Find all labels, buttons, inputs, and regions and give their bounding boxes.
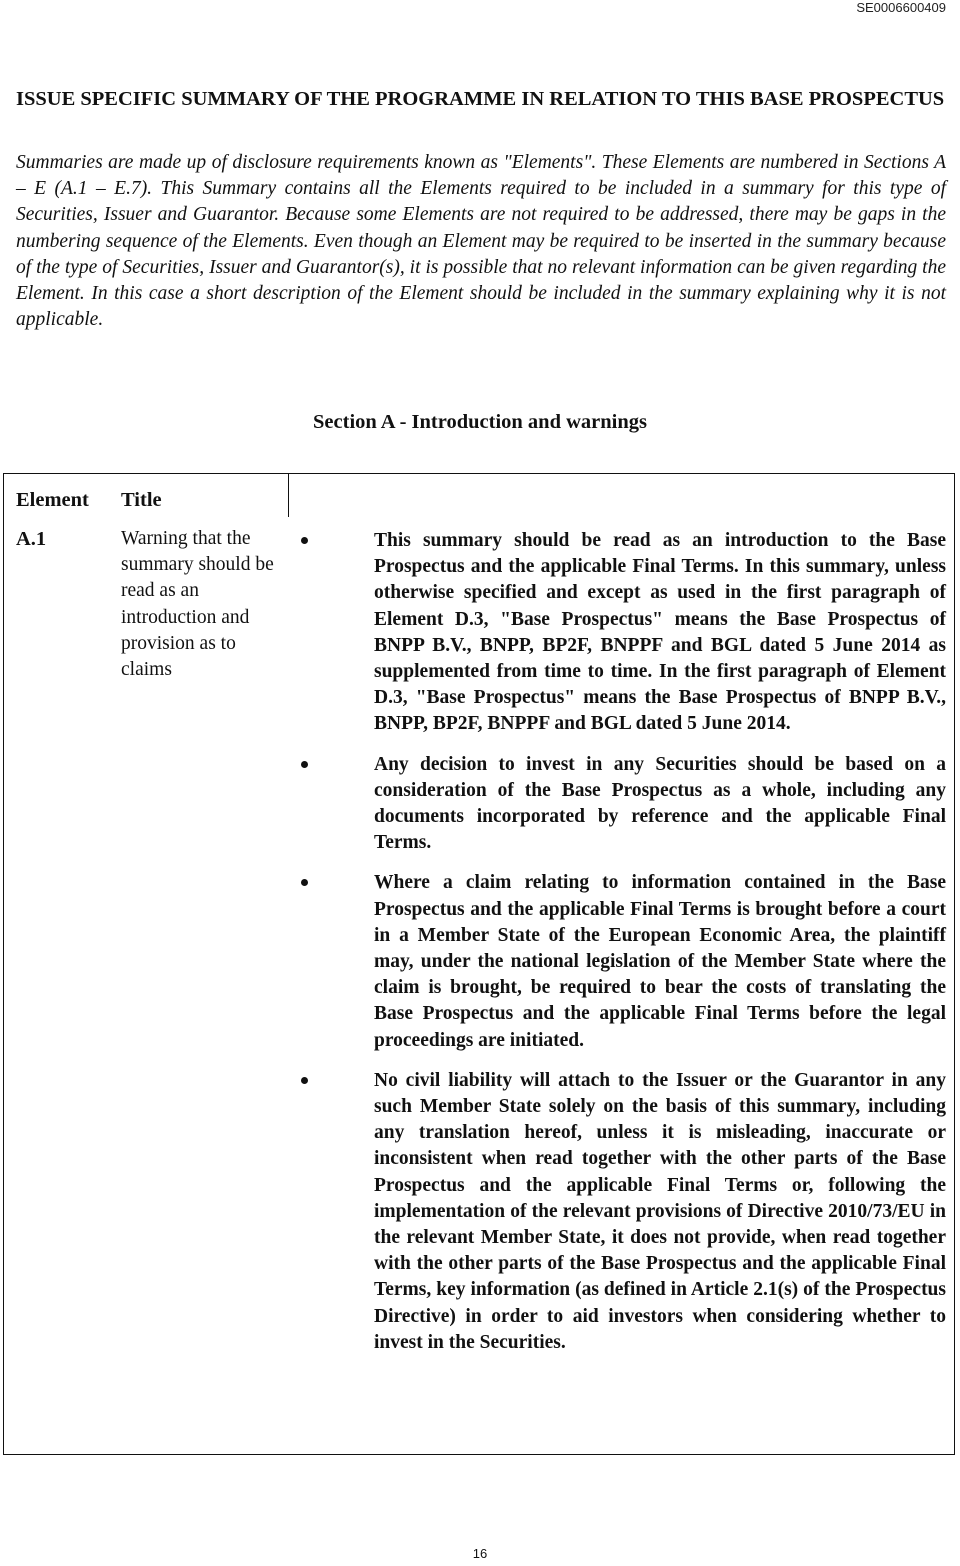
- intro-text: Summaries are made up of disclosure requirements known as "Elements". These Elements are numbered in Sections A – E (A.1 – E.7). This Summary contains all the Elements required to be included in a summary for this type of Securities, Issuer and Guarantor. Because some Elements are not required to be addressed, there may be gaps in the numbering sequence of the Elements. Even though an Element may be required to be inserted in the summary because of the type of Securities, Issuer and Guarantor(s), it is possible that no relevant information can be given regarding the Element. In this case a short description of the Element should be included in the summary explaining why it is not applicable.: [16, 152, 946, 331]
- row-element-title: Warning that the summary should be read as an introduction and provision as to claims: [121, 528, 274, 681]
- document-title: ISSUE SPECIFIC SUMMARY OF THE PROGRAMME IN RELATION TO THIS BASE PROSPECTUS: [16, 88, 945, 110]
- page-number: 16: [472, 1546, 488, 1561]
- bullet-icon: [301, 761, 308, 768]
- header-column-divider: [288, 473, 289, 517]
- bullet-text: Any decision to invest in any Securities should be based on a consideration of the Base Prospectus as a whole, including any documents incorporated by reference and the applicable Final Terms.: [374, 753, 946, 854]
- bullet-text: Where a claim relating to information contained in the Base Prospectus and the applicable Final Terms is brought before a court in a Member State of the European Economic Area, the plaintiff may, under the national legislation of the Member State where the claim is brought, be required to bear the costs of translating the Base Prospectus and the applicable Final Terms before the legal proceedings are initiated.: [374, 872, 946, 1051]
- section-heading: Section A - Introduction and warnings: [313, 411, 647, 433]
- bullet-text: This summary should be read as an introduction to the Base Prospectus and the applicable Final Terms. In this summary, unless otherwise specified and except as used in the first paragraph of Element D.3, "Base Prospectus" means the Base Prospectus of BNPP B.V., BNPP, BP2F, BNPPF and BGL dated 5 June 2014 as supplemented from time to time. In the first paragraph of Element D.3, "Base Prospectus" means the Base Prospectus of BNPP B.V., BNPP, BP2F, BNPPF and BGL dated 5 June 2014.: [374, 530, 946, 735]
- bullet-icon: [301, 537, 308, 544]
- row-content-bullets: [290, 528, 946, 1370]
- header-title: Title: [121, 489, 162, 511]
- header-element: Element: [16, 489, 89, 511]
- bullet-item: [290, 1068, 946, 1356]
- bullet-text: No civil liability will attach to the Issuer or the Guarantor in any such Member State solely on the basis of this summary, including any translation hereof, unless it is misleading, inaccurate or inconsistent when read together with the other parts of the Base Prospectus and the applicable Final Terms or, following the implementation of the relevant provisions of Directive 2010/73/EU in the relevant Member State, it does not provide, when read together with the other parts of the Base Prospectus and the applicable Final Terms, key information (as defined in Article 2.1(s) of the Prospectus Directive) in order to aid investors when considering whether to invest in the Securities.: [374, 1069, 946, 1353]
- row-element-id: A.1: [16, 528, 47, 550]
- bullet-item: [290, 870, 946, 1053]
- bullet-item: [290, 528, 946, 738]
- bullet-icon: [301, 1077, 308, 1084]
- bullet-icon: [301, 879, 308, 886]
- intro-paragraph: [16, 150, 946, 333]
- bullet-item: [290, 752, 946, 857]
- document-code: SE0006600409: [856, 0, 946, 15]
